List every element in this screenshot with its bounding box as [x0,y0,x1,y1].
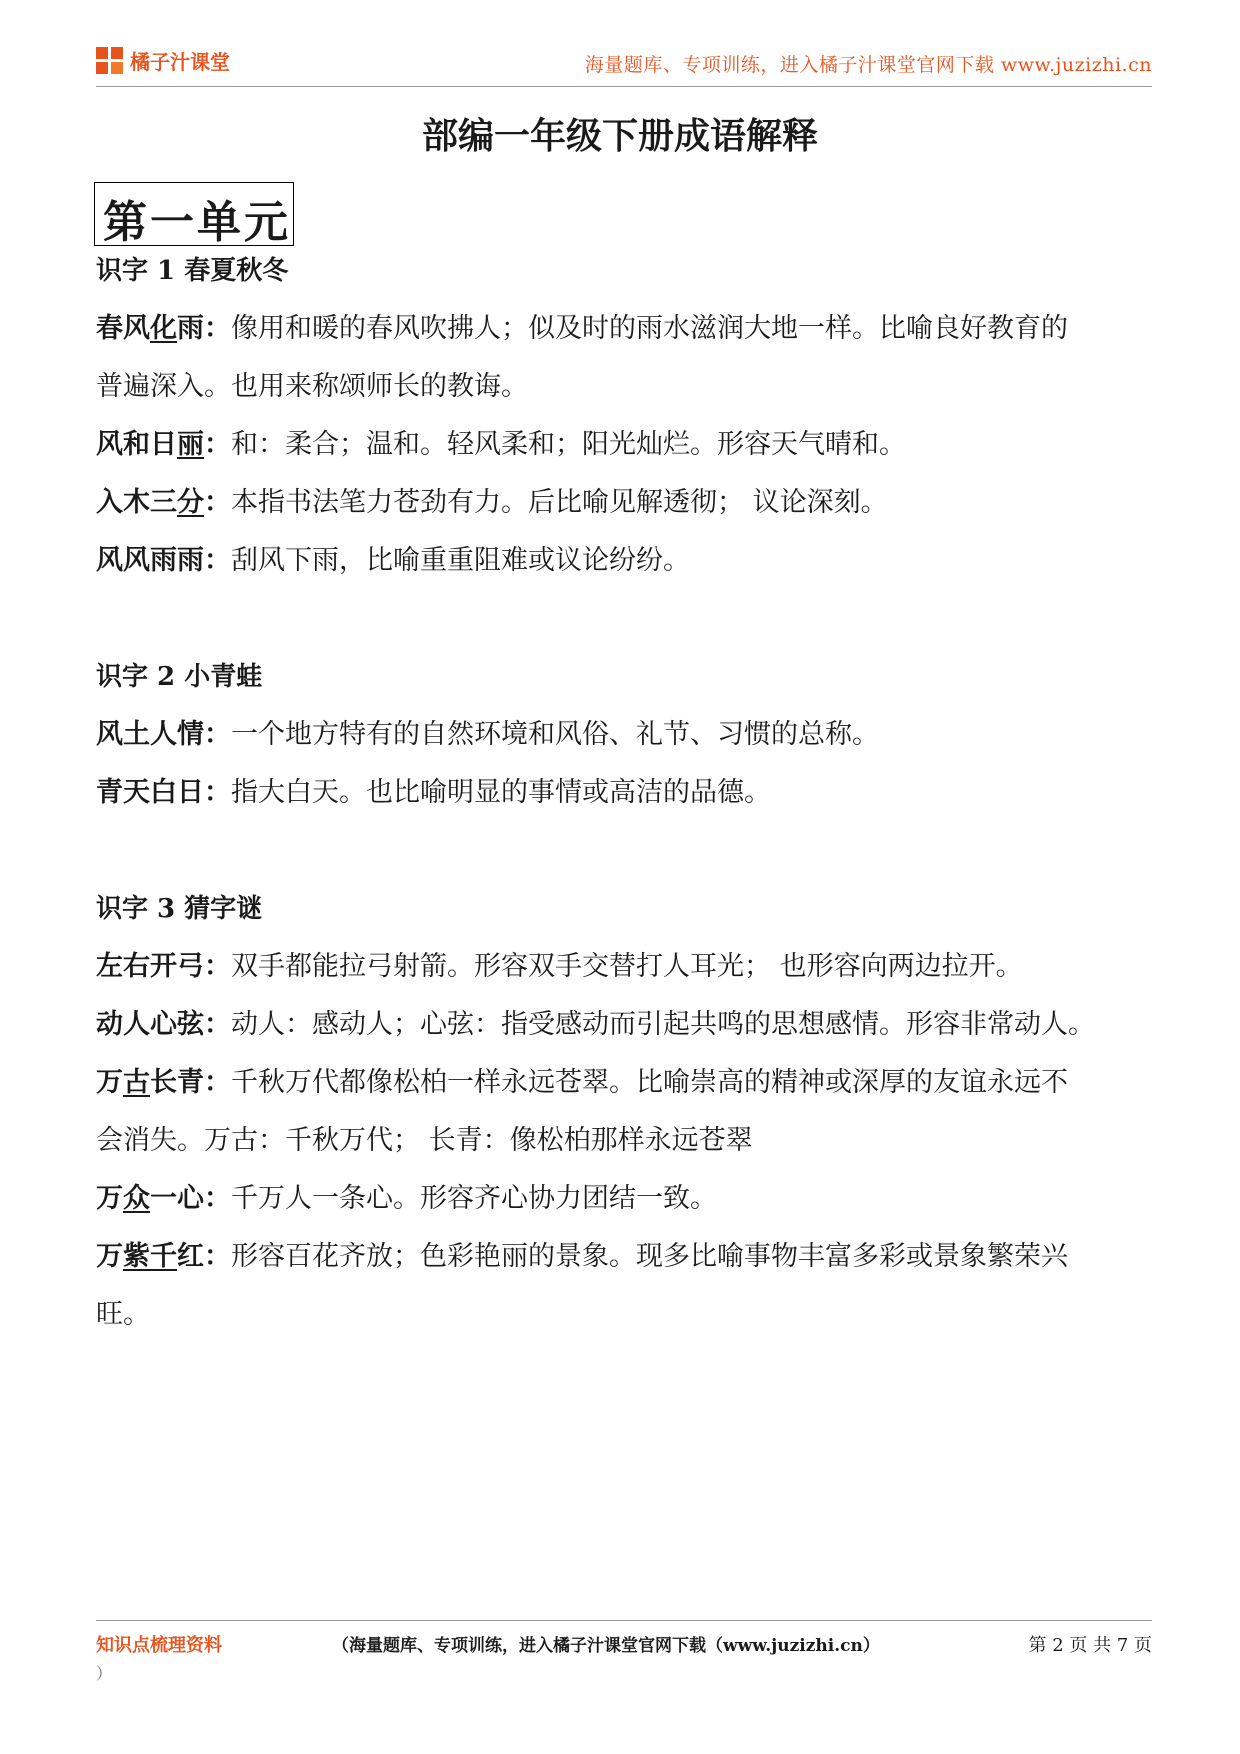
header-slogan: 海量题库、专项训练，进入橘子汁课堂官网下载 www.juzizhi.cn [584,54,1152,76]
idiom-line: 青天白日：指大白天。也比喻明显的事情或高洁的品德。 [96,777,771,808]
idiom-line: 入木三分：本指书法笔力苍劲有力。后比喻见解透彻； 议论深刻。 [96,487,888,518]
idiom-continuation: 旺。 [96,1299,150,1330]
idiom-line: 左右开弓：双手都能拉弓射箭。形容双手交替打人耳光； 也形容向两边拉开。 [96,951,1023,982]
idiom-line: 万紫千红：形容百花齐放；色彩艳丽的景象。现多比喻事物丰富多彩或景象繁荣兴 [96,1241,1068,1272]
idiom-line: 动人心弦：动人：感动人；心弦：指受感动而引起共鸣的思想感情。形容非常动人。 [96,1009,1095,1040]
idiom-continuation: 会消失。万古：千秋万代； 长青：像松柏那样永远苍翠 [96,1125,753,1156]
idiom-line: 万古长青：千秋万代都像松柏一样永远苍翠。比喻崇高的精神或深厚的友谊永远不 [96,1067,1068,1098]
footer-paren: ） [96,1664,113,1683]
idiom-line: 风和日丽：和：柔合；温和。轻风柔和；阳光灿烂。形容天气晴和。 [96,429,906,460]
idiom-line: 春风化雨：像用和暖的春风吹拂人；似及时的雨水滋润大地一样。比喻良好教育的 [96,313,1068,344]
idiom-line: 风土人情：一个地方特有的自然环境和风俗、礼节、习惯的总称。 [96,719,879,750]
logo [96,46,230,75]
unit-heading-box [94,182,294,246]
idiom-line: 风风雨雨：刮风下雨，比喻重重阻难或议论纷纷。 [96,545,690,576]
section-heading: 识字 1 春夏秋冬 [96,256,289,286]
section-heading: 识字 2 小青蛙 [96,662,263,692]
page-header [96,44,1152,87]
footer-slogan: （海量题库、专项训练，进入橘子汁课堂官网下载（www.juzizhi.cn） [332,1636,880,1656]
section-heading: 识字 3 猜字谜 [96,894,263,924]
idiom-line: 万众一心：千万人一条心。形容齐心协力团结一致。 [96,1183,717,1214]
page-number: 第 2 页 共 7 页 [1028,1635,1152,1656]
logo-text: 橘子汁课堂 [130,50,230,74]
footer-label: 知识点梳理资料 [96,1635,222,1656]
unit-heading: 第一单元 [103,197,291,248]
page-footer [96,1620,1152,1683]
document-title: 部编一年级下册成语解释 [421,115,818,157]
logo-icon [96,47,124,75]
idiom-continuation: 普遍深入。也用来称颂师长的教诲。 [96,371,528,402]
